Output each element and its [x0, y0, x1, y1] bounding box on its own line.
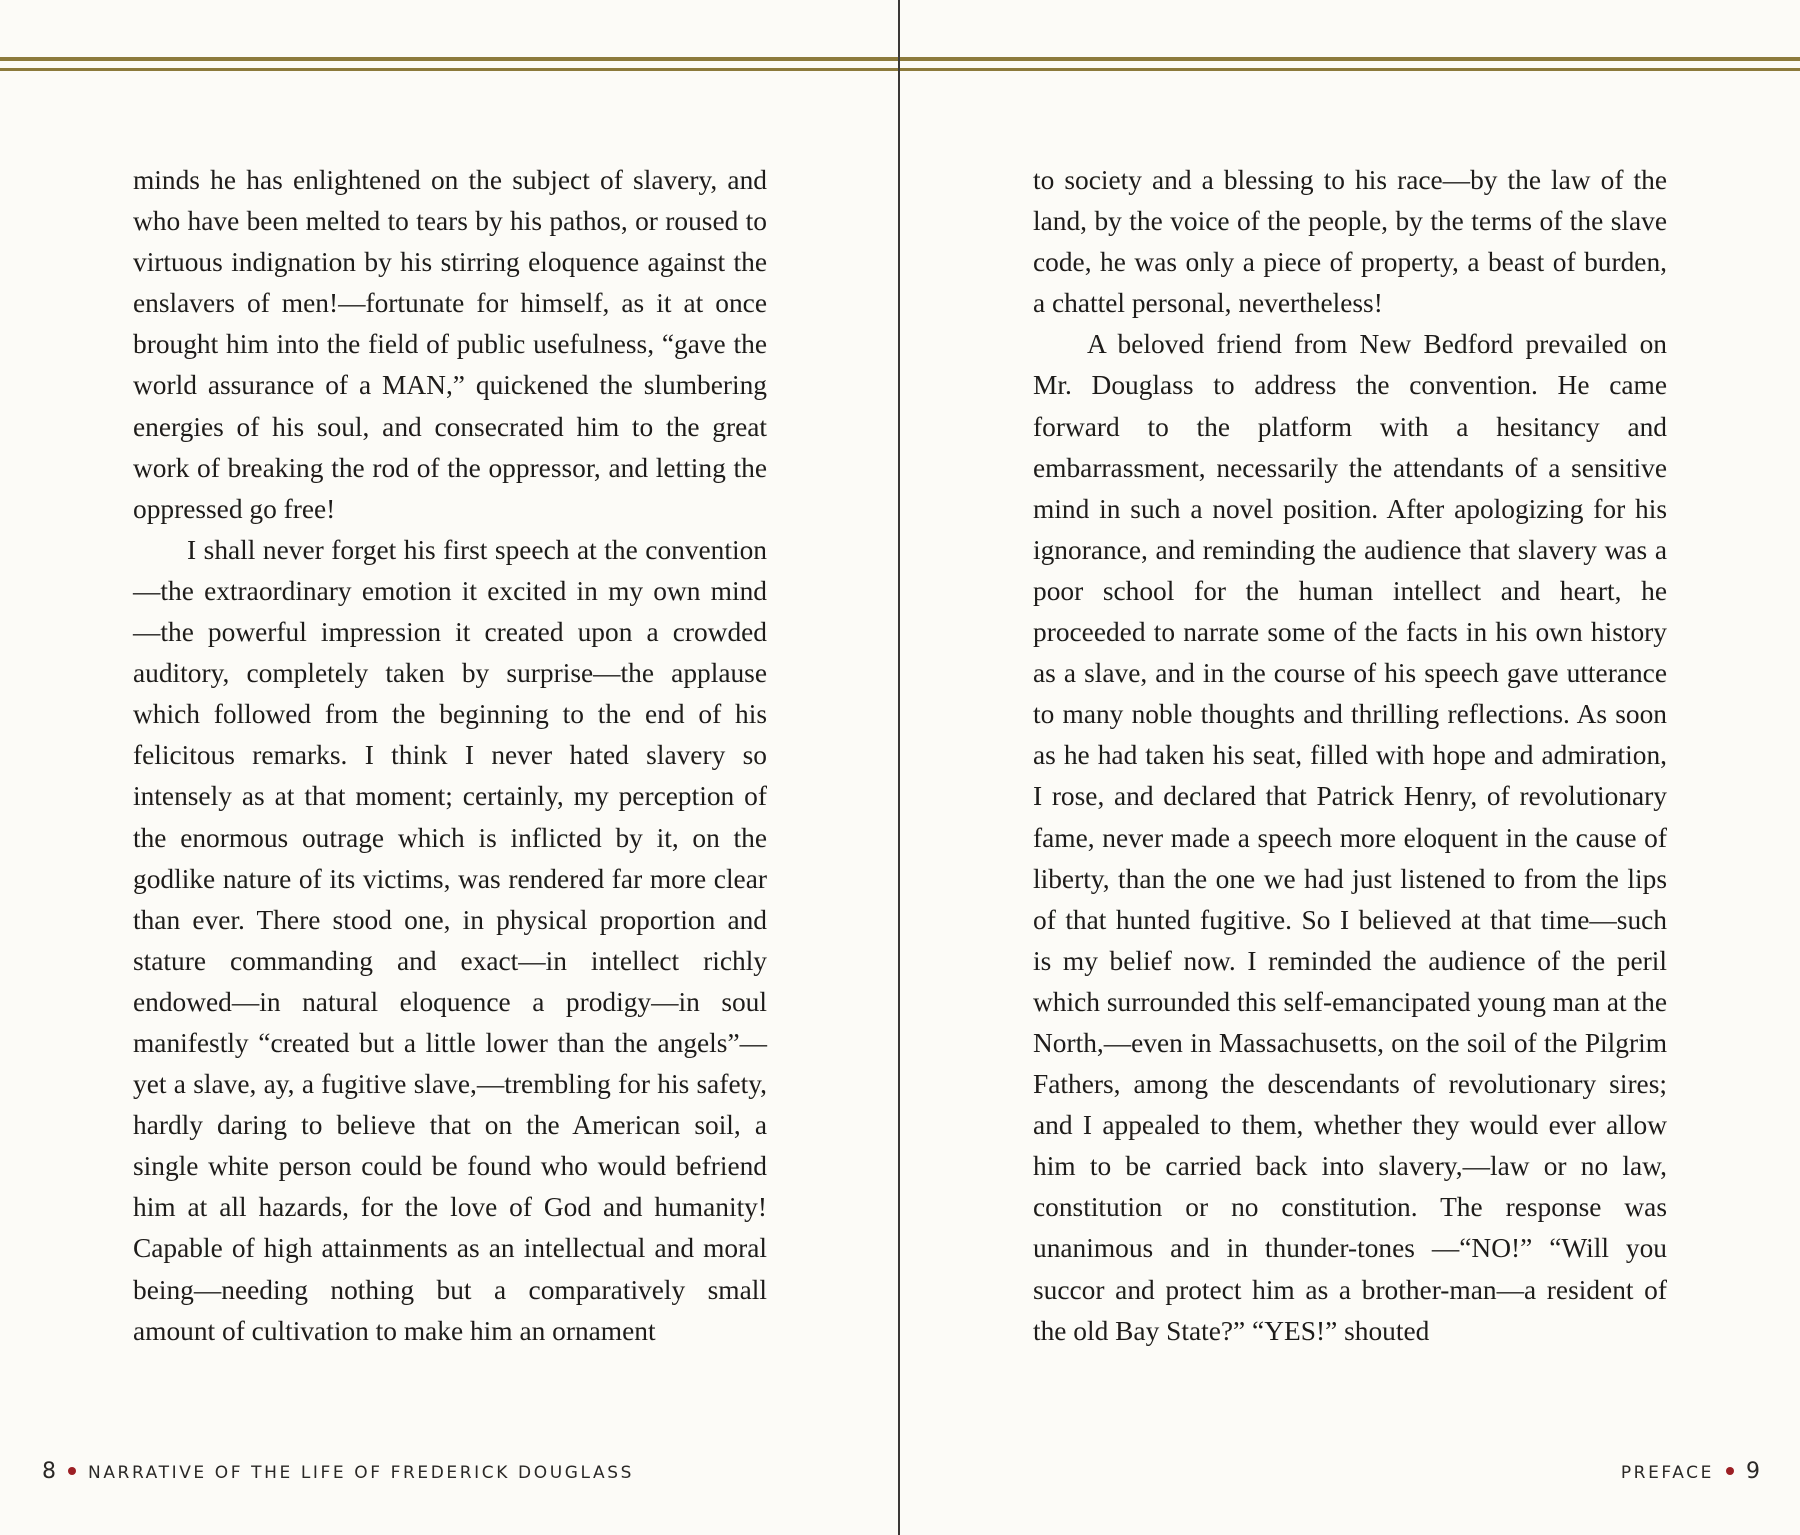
page-number: 9 — [1746, 1459, 1760, 1484]
running-head: NARRATIVE OF THE LIFE OF FREDERICK DOUGLASS — [88, 1463, 634, 1483]
bullet-icon — [68, 1467, 76, 1475]
top-rule — [0, 57, 1800, 61]
left-page-footer — [42, 1460, 634, 1485]
right-page-footer — [1621, 1460, 1760, 1485]
paragraph: minds he has enlightened on the subject of slavery, and who have been melted to tears by his pathos, or roused to virtuous indignation by his stirring eloquence against the enslavers of men!—fortunate for himself, as it at once brought him into the field of public usefulness, “gave the world assurance of a MAN,” quickened the slumbering energies of his soul, and consecrated him to the great work of breaking the rod of the oppressor, and letting the oppressed go free! — [133, 165, 767, 524]
page-gutter — [898, 0, 900, 1535]
paragraph: A beloved friend from New Bedford prevailed on Mr. Douglass to address the convention. He came forward to the platform with a hesitancy and embarrassment, necessarily the attendants of a sensitive mind in such a novel position. After apologizing for his ignorance, and reminding the audience that slavery was a poor school for the human intellect and heart, he proceeded to narrate some of the facts in his own history as a slave, and in the course of his speech gave utterance to many noble thoughts and thrilling reflections. As soon as he had taken his seat, filled with hope and admiration, I rose, and declared that Patrick Henry, of revolutionary fame, never made a speech more eloquent in the cause of liberty, than the one we had just listened to from the lips of that hunted fugitive. So I believed at that time—such is my belief now. I reminded the audience of the peril which surrounded this self-emancipated young man at the North,—even in Massachusetts, on the soil of the Pilgrim Fathers, among the descendants of revolutionary sires; and I appealed to them, whether they would ever allow him to be carried back into slavery,—law or no law, constitution or no constitution. The response was unanimous and in thunder-tones —“NO!” “Will you succor and protect him as a brother-man—a resident of the old Bay State?” “YES!” shouted — [1033, 329, 1667, 1346]
running-head: PREFACE — [1620, 1463, 1714, 1483]
page-number: 8 — [42, 1459, 56, 1484]
right-page-body — [1033, 160, 1667, 1352]
paragraph: to society and a blessing to his race—by the law of the land, by the voice of the people, by the terms of the slave code, he was only a piece of property, a beast of burden, a chattel personal, nevertheless! — [1033, 165, 1667, 319]
paragraph: I shall never forget his first speech at the convention —the extraordinary emotion it excited in my own mind—the powerful impression it created upon a crowded auditory, completely taken by surprise—the applause which followed from the beginning to the end of his felicitous remarks. I think I never hated slavery so intensely as at that moment; certainly, my perception of the enormous outrage which is inflicted by it, on the godlike nature of its victims, was rendered far more clear than ever. There stood one, in physical proportion and stature commanding and exact—in intellect richly endowed—in natural eloquence a prodigy—in soul manifestly “created but a little lower than the angels”—yet a slave, ay, a fugitive slave,—trembling for his safety, hardly daring to believe that on the American soil, a single white person could be found who would befriend him at all hazards, for the love of God and humanity! Capable of high attainments as an intellectual and moral being—needing nothing but a comparatively small amount of cultivation to make him an ornament — [133, 534, 767, 1346]
top-rule-secondary — [0, 68, 1800, 71]
bullet-icon — [1726, 1467, 1734, 1475]
left-page-body — [133, 160, 767, 1352]
